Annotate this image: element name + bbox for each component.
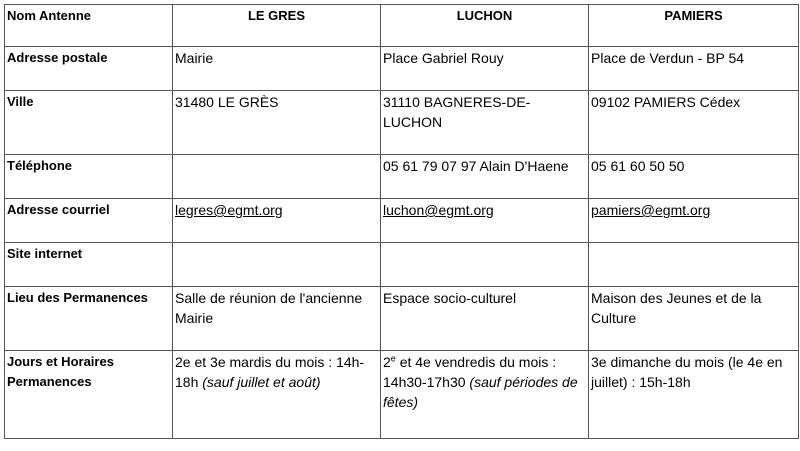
- row-label: Lieu des Permanences: [5, 287, 173, 351]
- table-cell: [173, 351, 381, 439]
- table-cell: [589, 351, 799, 439]
- table-cell: Place Gabriel Rouy: [381, 47, 589, 91]
- schedule-ordinal: 2: [383, 354, 391, 370]
- schedule-text: et 4e vendredis du mois : 14h30-17h30: [383, 354, 557, 390]
- table-row: [5, 5, 799, 47]
- table-cell: 09102 PAMIERS Cédex: [589, 91, 799, 155]
- table-cell: [173, 199, 381, 243]
- column-header-le-gres: LE GRES: [173, 5, 381, 47]
- row-label: Téléphone: [5, 155, 173, 199]
- table-row: [5, 287, 799, 351]
- header-label: Nom Antenne: [5, 5, 173, 47]
- email-link-le-gres[interactable]: legres@egmt.org: [175, 202, 283, 218]
- table-row: [5, 351, 799, 439]
- column-header-pamiers: PAMIERS: [589, 5, 799, 47]
- table-row: [5, 155, 799, 199]
- row-label: Adresse postale: [5, 47, 173, 91]
- row-label: Adresse courriel: [5, 199, 173, 243]
- schedule-note: (sauf juillet et août): [202, 374, 321, 390]
- email-link-pamiers[interactable]: pamiers@egmt.org: [591, 202, 711, 218]
- table-cell: Mairie: [173, 47, 381, 91]
- table-cell: [173, 243, 381, 287]
- row-label: Ville: [5, 91, 173, 155]
- table-cell: [381, 199, 589, 243]
- schedule-text: 3e dimanche du mois (le 4e en juillet) : 15h-18h: [591, 354, 783, 390]
- table-cell: [589, 199, 799, 243]
- table-cell: 05 61 79 07 97 Alain D'Haene: [381, 155, 589, 199]
- table-cell: Maison des Jeunes et de la Culture: [589, 287, 799, 351]
- schedule-note: (sauf périodes de fêtes): [383, 374, 578, 410]
- table-cell: Place de Verdun - BP 54: [589, 47, 799, 91]
- ordinal-suffix: e: [390, 353, 396, 364]
- table-cell: 31480 LE GRÈS: [173, 91, 381, 155]
- table-cell: 31110 BAGNERES-DE-LUCHON: [381, 91, 589, 155]
- table-cell: [381, 351, 589, 439]
- row-label: Site internet: [5, 243, 173, 287]
- schedule-text: 2e et 3e mardis du mois : 14h-18h: [175, 354, 365, 390]
- antenna-table: [4, 4, 799, 439]
- table-cell: [173, 155, 381, 199]
- table-row: [5, 199, 799, 243]
- row-label: Jours et Horaires Permanences: [5, 351, 173, 439]
- table-row: [5, 91, 799, 155]
- column-header-luchon: LUCHON: [381, 5, 589, 47]
- table-cell: [381, 243, 589, 287]
- table-cell: [589, 243, 799, 287]
- table-row: [5, 243, 799, 287]
- table-cell: Espace socio-culturel: [381, 287, 589, 351]
- table-row: [5, 47, 799, 91]
- table-cell: Salle de réunion de l'ancienne Mairie: [173, 287, 381, 351]
- email-link-luchon[interactable]: luchon@egmt.org: [383, 202, 494, 218]
- table-cell: 05 61 60 50 50: [589, 155, 799, 199]
